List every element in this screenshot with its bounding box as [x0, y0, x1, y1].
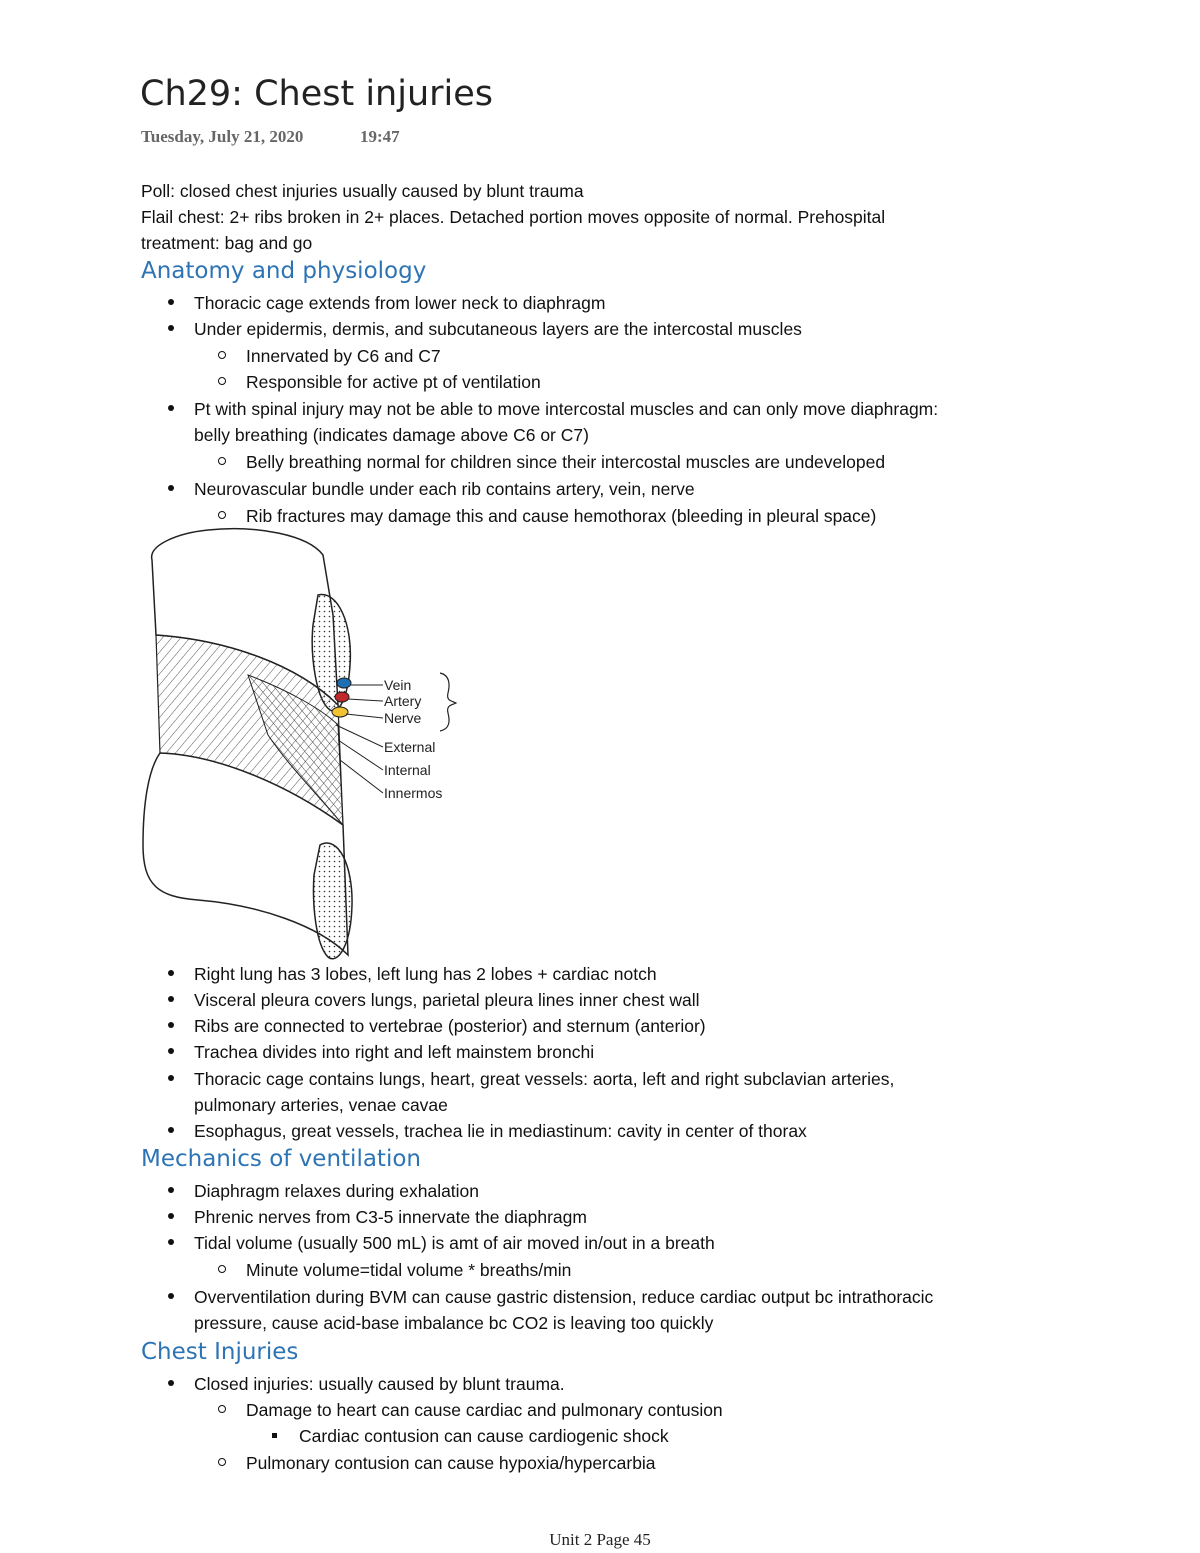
- intro-line: treatment: bag and go: [141, 233, 313, 253]
- bullet-icon: [168, 1284, 178, 1310]
- sub-bullet-icon: [218, 449, 230, 475]
- list-item: Closed injuries: usually caused by blunt trauma.: [194, 1374, 565, 1394]
- bullet-icon: [168, 1178, 178, 1204]
- list-item-continuation: pressure, cause acid-base imbalance bc CO2 is leaving too quickly: [194, 1313, 714, 1333]
- bullet-icon: [168, 1066, 178, 1092]
- list-item: Innervated by C6 and C7: [246, 346, 441, 366]
- list-item: Diaphragm relaxes during exhalation: [194, 1181, 480, 1201]
- rib-anatomy-figure: [138, 525, 468, 965]
- sub-bullet-icon: [218, 1397, 230, 1423]
- sub-bullet-icon: [218, 1450, 230, 1476]
- page-title: Ch29: Chest injuries: [140, 74, 494, 114]
- section-heading-injuries: Chest Injuries: [141, 1339, 299, 1365]
- bullet-icon: [168, 316, 178, 342]
- bullet-icon: [168, 1371, 178, 1397]
- list-item: Minute volume=tidal volume * breaths/min: [246, 1260, 572, 1280]
- bullet-icon: [168, 987, 178, 1013]
- bullet-icon: [168, 396, 178, 422]
- sub-sub-bullet-icon: [272, 1423, 280, 1449]
- list-item: Pt with spinal injury may not be able to move intercostal muscles and can only move diaphragm:: [194, 399, 939, 419]
- section-heading-anatomy: Anatomy and physiology: [141, 258, 427, 284]
- list-item: Rib fractures may damage this and cause hemothorax (bleeding in pleural space): [246, 506, 877, 526]
- list-item: Overventilation during BVM can cause gastric distension, reduce cardiac output bc intrathoracic: [194, 1287, 934, 1307]
- list-item: Trachea divides into right and left mainstem bronchi: [194, 1042, 595, 1062]
- intro-line: Flail chest: 2+ ribs broken in 2+ places. Detached portion moves opposite of normal. Prehospital: [141, 207, 886, 227]
- intro-line: Poll: closed chest injuries usually caused by blunt trauma: [141, 181, 584, 201]
- label-artery: Artery: [384, 693, 422, 709]
- list-item: Belly breathing normal for children since their intercostal muscles are undeveloped: [246, 452, 886, 472]
- list-item: Esophagus, great vessels, trachea lie in mediastinum: cavity in center of thorax: [194, 1121, 807, 1141]
- list-item: Tidal volume (usually 500 mL) is amt of air moved in/out in a breath: [194, 1233, 715, 1253]
- bullet-icon: [168, 476, 178, 502]
- bullet-icon: [168, 1039, 178, 1065]
- bullet-icon: [168, 1118, 178, 1144]
- label-nerve: Nerve: [384, 710, 422, 726]
- bullet-icon: [168, 1230, 178, 1256]
- list-item: Thoracic cage extends from lower neck to diaphragm: [194, 293, 606, 313]
- list-item: Neurovascular bundle under each rib contains artery, vein, nerve: [194, 479, 695, 499]
- page-footer: Unit 2 Page 45: [549, 1530, 651, 1549]
- list-item: Phrenic nerves from C3-5 innervate the diaphragm: [194, 1207, 587, 1227]
- artery-marker: [335, 692, 349, 702]
- list-item: Ribs are connected to vertebrae (posterior) and sternum (anterior): [194, 1016, 706, 1036]
- sub-bullet-icon: [218, 1257, 230, 1283]
- list-item: Right lung has 3 lobes, left lung has 2 lobes + cardiac notch: [194, 964, 657, 984]
- bullet-icon: [168, 290, 178, 316]
- page-time: 19:47: [360, 127, 400, 146]
- sub-bullet-icon: [218, 343, 230, 369]
- list-item: Under epidermis, dermis, and subcutaneous layers are the intercostal muscles: [194, 319, 802, 339]
- label-external: External: [384, 739, 436, 755]
- list-item: Thoracic cage contains lungs, heart, great vessels: aorta, left and right subclavian arteries,: [194, 1069, 895, 1089]
- list-item: Damage to heart can cause cardiac and pulmonary contusion: [246, 1400, 723, 1420]
- bullet-icon: [168, 1013, 178, 1039]
- vein-marker: [337, 678, 351, 688]
- page-date: Tuesday, July 21, 2020: [141, 127, 304, 146]
- list-item: Responsible for active pt of ventilation: [246, 372, 541, 392]
- bullet-icon: [168, 961, 178, 987]
- list-item-continuation: pulmonary arteries, venae cavae: [194, 1095, 448, 1115]
- lower-rib-section: [314, 843, 353, 959]
- label-innermost: Innermos: [384, 785, 443, 801]
- bracket-brace: [440, 673, 456, 731]
- list-item-continuation: belly breathing (indicates damage above C6 or C7): [194, 425, 589, 445]
- list-item: Cardiac contusion can cause cardiogenic shock: [299, 1426, 669, 1446]
- list-item: Visceral pleura covers lungs, parietal pleura lines inner chest wall: [194, 990, 700, 1010]
- nerve-marker: [332, 707, 348, 717]
- label-internal: Internal: [384, 762, 431, 778]
- list-item: Pulmonary contusion can cause hypoxia/hypercarbia: [246, 1453, 656, 1473]
- sub-bullet-icon: [218, 369, 230, 395]
- bullet-icon: [168, 1204, 178, 1230]
- section-heading-mechanics: Mechanics of ventilation: [141, 1146, 421, 1172]
- label-vein: Vein: [384, 677, 412, 693]
